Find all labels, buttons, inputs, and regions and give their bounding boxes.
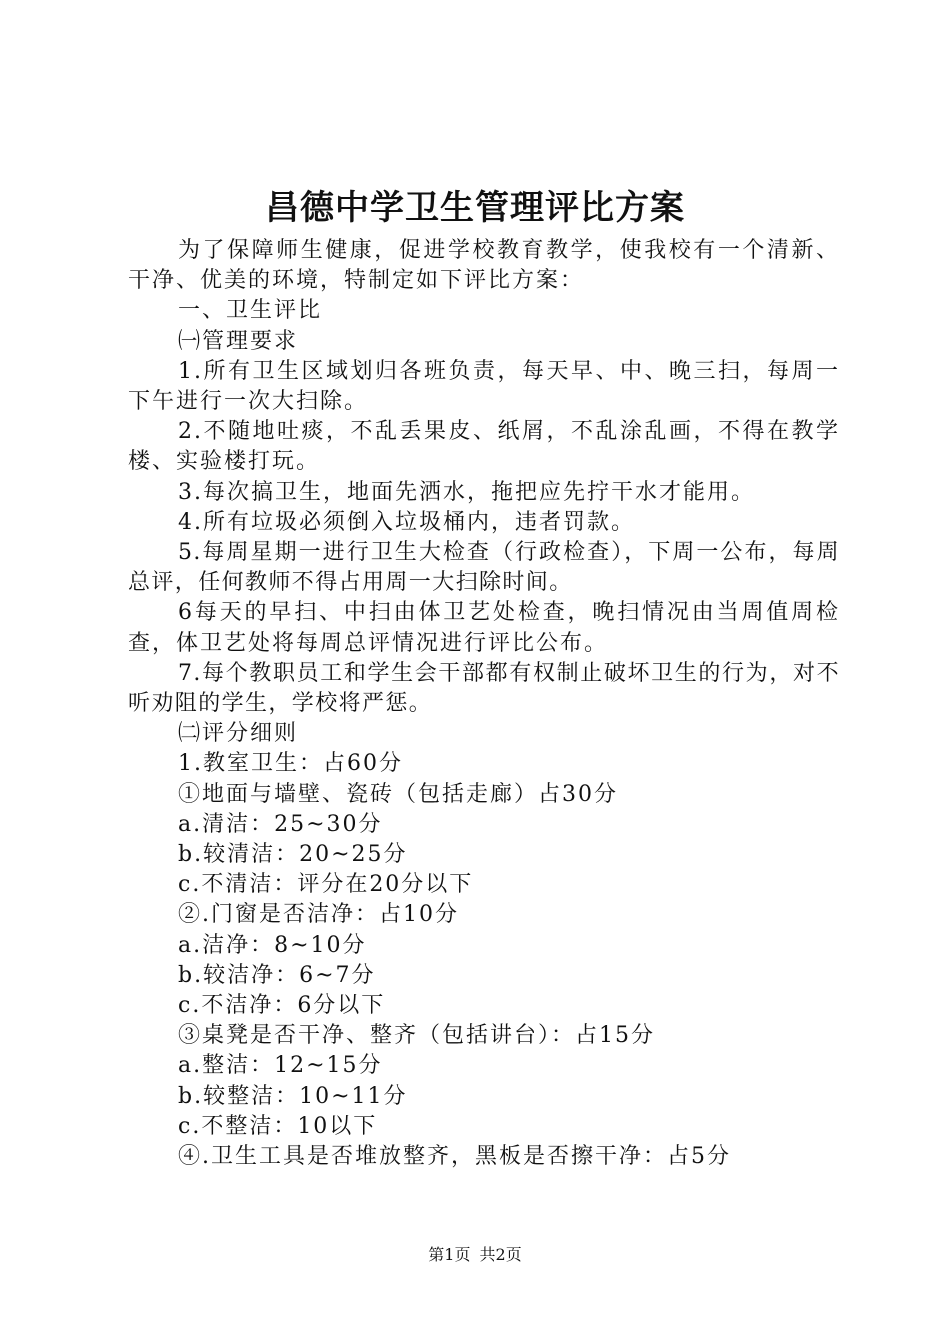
list-item: c.不洁净：6分以下 <box>178 993 386 1019</box>
document-title: 昌德中学卫生管理评比方案 <box>265 188 685 228</box>
section-heading: 一、卫生评比 <box>178 298 323 324</box>
list-item: b.较洁净：6~7分 <box>178 962 376 988</box>
list-item: 1.所有卫生区域划归各班负责，每天早、中、晚三扫，每周一下午进行一次大扫除。 <box>128 358 840 415</box>
page-number: 第1页 <box>428 1245 471 1264</box>
list-item: a.清洁：25~30分 <box>178 811 383 837</box>
page-count: 共2页 <box>479 1245 522 1264</box>
list-item: 1.教室卫生：占60分 <box>178 751 403 777</box>
document-body <box>128 236 840 1172</box>
list-item: 4.所有垃圾必须倒入垃圾桶内，违者罚款。 <box>178 509 635 535</box>
list-item: 3.每次搞卫生，地面先洒水，拖把应先拧干水才能用。 <box>178 479 755 505</box>
list-item: a.整洁：12~15分 <box>178 1053 383 1079</box>
subsection-heading: ㈠管理要求 <box>178 328 299 354</box>
page-footer <box>0 1244 950 1266</box>
list-item: b.较清洁：20~25分 <box>178 842 408 868</box>
list-item: c.不清洁：评分在20分以下 <box>178 872 474 898</box>
list-item: ④.卫生工具是否堆放整齐，黑板是否擦干净：占5分 <box>178 1144 731 1170</box>
list-item: c.不整洁：10以下 <box>178 1113 378 1139</box>
list-item: ②.门窗是否洁净：占10分 <box>178 902 459 928</box>
paragraph-intro: 为了保障师生健康，促进学校教育教学，使我校有一个清新、干净、优美的环境，特制定如下评比方案： <box>128 238 840 294</box>
list-item: ③桌凳是否干净、整齐（包括讲台）：占15分 <box>178 1023 655 1049</box>
list-item: 2.不随地吐痰，不乱丢果皮、纸屑，不乱涂乱画，不得在教学楼、实验楼打玩。 <box>128 419 840 475</box>
subsection-heading: ㈡评分细则 <box>178 721 299 747</box>
list-item: a.洁净：8~10分 <box>178 932 367 958</box>
list-item: 7.每个教职员工和学生会干部都有权制止破坏卫生的行为，对不听劝阻的学生，学校将严惩。 <box>128 660 840 717</box>
list-item: ①地面与墙壁、瓷砖（包括走廊）占30分 <box>178 781 618 807</box>
list-item: 6每天的早扫、中扫由体卫艺处检查，晚扫情况由当周值周检查，体卫艺处将每周总评情况进行评比公布。 <box>128 600 840 656</box>
list-item: b.较整洁：10~11分 <box>178 1083 408 1109</box>
list-item: 5.每周星期一进行卫生大检查（行政检查），下周一公布，每周总评，任何教师不得占用周一大扫除时间。 <box>128 540 840 596</box>
